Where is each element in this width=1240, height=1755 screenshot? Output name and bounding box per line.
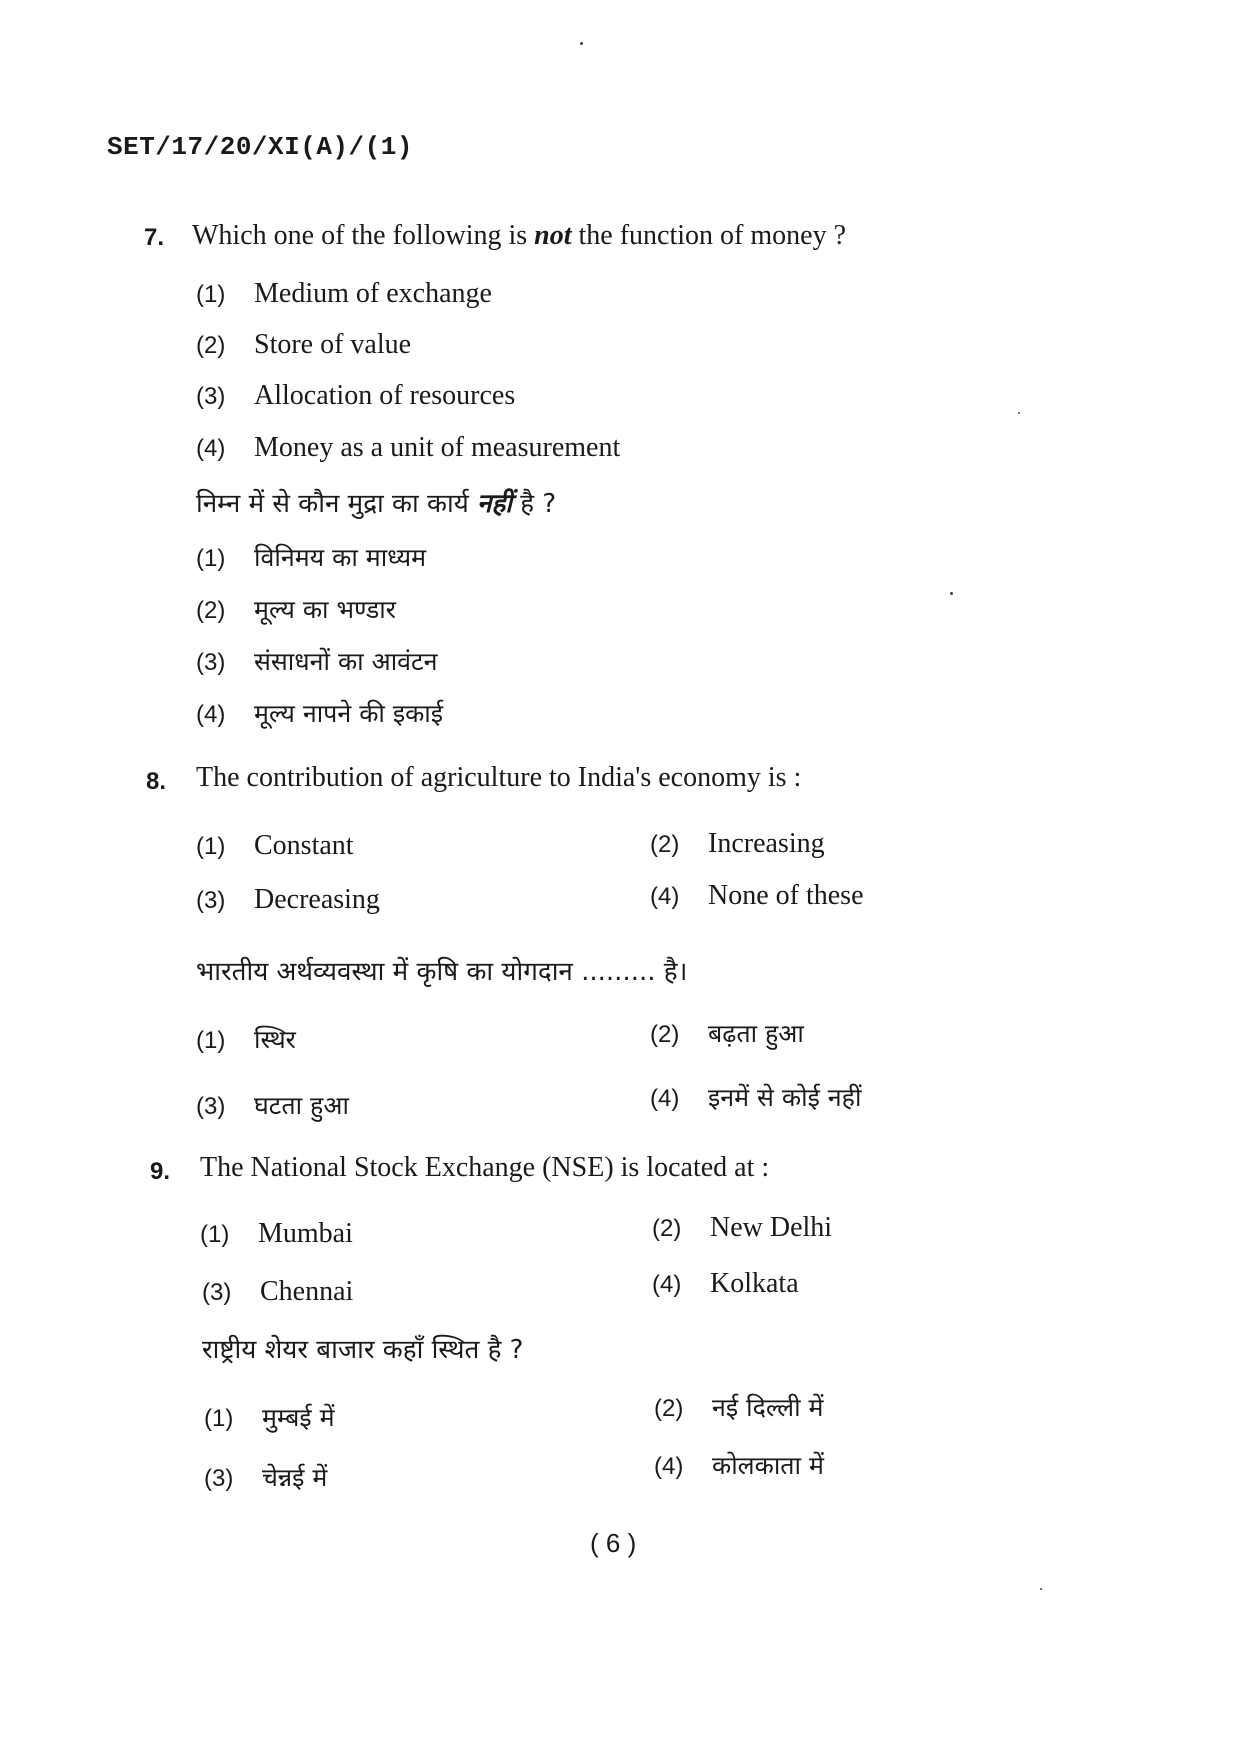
question-text: Which one of the following is not the function of money ? [192, 220, 846, 251]
option-hi-4: (4) कोलकाता में [654, 1451, 824, 1480]
option-hi-4: (4) मूल्य नापने की इकाई [196, 699, 444, 728]
emphasis-text: not [534, 220, 572, 251]
option-hi-4: (4) इनमें से कोई नहीं [650, 1083, 862, 1112]
paper-code: SET/17/20/XI(A)/(1) [107, 132, 413, 162]
option-hi-1: (1) विनिमय का माध्यम [196, 543, 427, 572]
option-en-1: (1) Medium of exchange [196, 278, 492, 309]
scan-speck [950, 592, 953, 595]
option-hi-2: (2) मूल्य का भण्डार [196, 595, 396, 624]
option-en-4: (4) None of these [650, 880, 864, 911]
question-text-hindi: निम्न में से कौन मुद्रा का कार्य नहीं है ? [196, 489, 557, 519]
option-en-3: (3) Chennai [202, 1276, 354, 1307]
option-en-2: (2) Increasing [650, 828, 825, 859]
option-en-2: (2) New Delhi [652, 1212, 833, 1243]
option-en-4: (4) Money as a unit of measurement [196, 432, 621, 463]
option-hi-3: (3) घटता हुआ [196, 1091, 349, 1120]
emphasis-text-hindi: नहीं [477, 489, 513, 519]
question-number: 7. [144, 224, 165, 251]
scan-speck [1040, 1588, 1042, 1590]
option-en-3: (3) Allocation of resources [196, 380, 516, 411]
option-hi-2: (2) नई दिल्ली में [654, 1393, 824, 1422]
option-hi-3: (3) संसाधनों का आवंटन [196, 647, 438, 676]
question-text-hindi: राष्ट्रीय शेयर बाजार कहाँ स्थित है ? [202, 1335, 524, 1365]
option-en-3: (3) Decreasing [196, 884, 380, 915]
question-text-hindi: भारतीय अर्थव्यवस्था में कृषि का योगदान ......... है। [196, 957, 688, 987]
page-number: ( 6 ) [590, 1528, 637, 1558]
question-number: 9. [150, 1158, 171, 1185]
option-hi-1: (1) मुम्बई में [204, 1403, 335, 1432]
question-text: The contribution of agriculture to India's economy is : [196, 762, 802, 793]
option-en-1: (1) Constant [196, 830, 354, 861]
option-hi-3: (3) चेन्नई में [204, 1463, 328, 1492]
option-en-1: (1) Mumbai [200, 1218, 353, 1249]
option-en-4: (4) Kolkata [652, 1268, 799, 1299]
option-en-2: (2) Store of value [196, 329, 412, 360]
option-hi-2: (2) बढ़ता हुआ [650, 1019, 804, 1048]
scan-speck [580, 42, 583, 45]
scan-speck [1018, 412, 1020, 414]
question-text: The National Stock Exchange (NSE) is located at : [200, 1152, 770, 1183]
question-number: 8. [146, 768, 167, 795]
option-hi-1: (1) स्थिर [196, 1025, 296, 1054]
